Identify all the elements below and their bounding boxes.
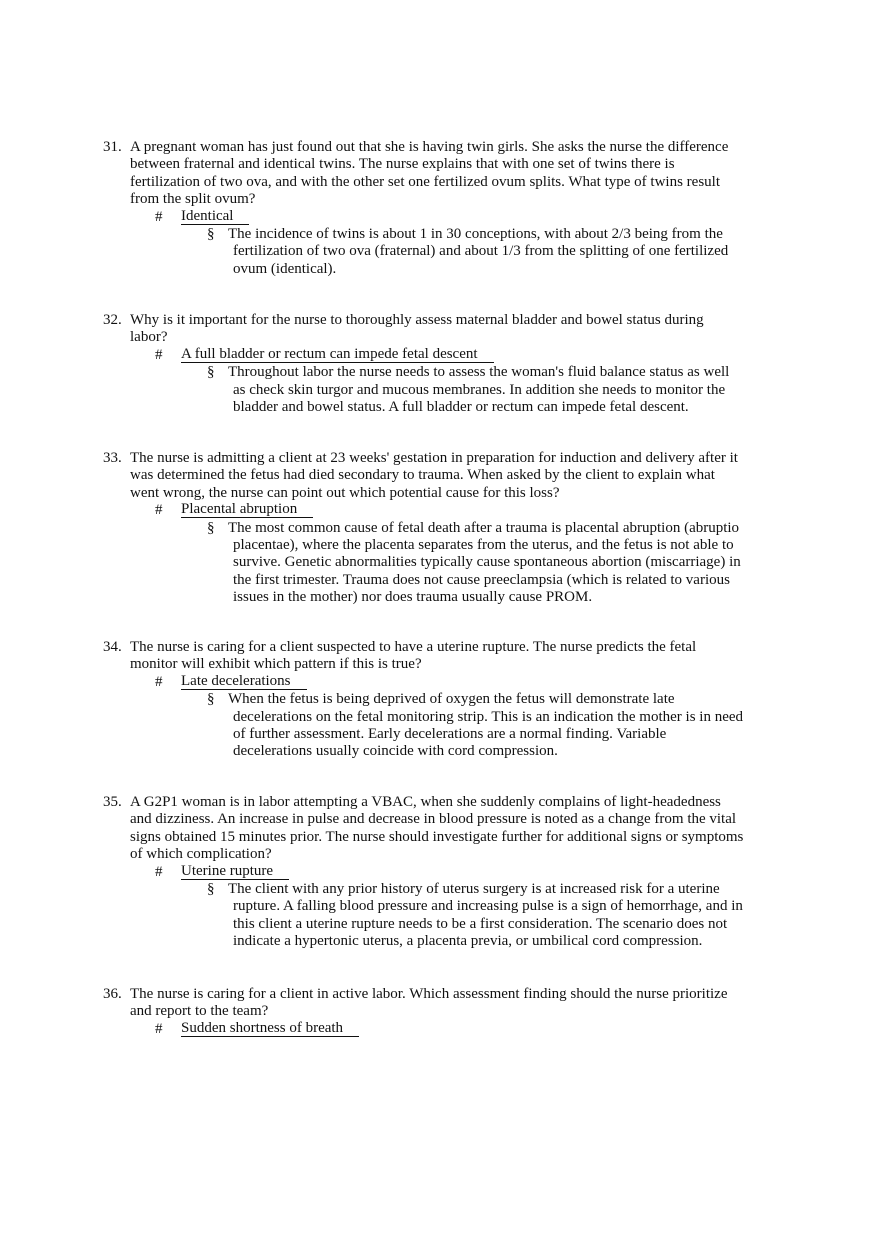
answer-text: Identical (181, 209, 249, 225)
explanation-line: ovum (identical). (233, 260, 337, 277)
answer-text: Late decelerations (181, 674, 307, 690)
answer-bullet: # (155, 863, 163, 880)
answer-bullet: # (155, 208, 163, 225)
explanation-line: The incidence of twins is about 1 in 30 conceptions, with about 2/3 being from the (228, 226, 723, 242)
section-sign-bullet: § (207, 691, 215, 708)
question-number: 31. (103, 139, 122, 155)
question-line: went wrong, the nurse can point out which potential cause for this loss? (130, 484, 560, 501)
explanation-line: The most common cause of fetal death after a trauma is placental abruption (abruptio (228, 519, 740, 536)
explanation-line: rupture. A falling blood pressure and increasing pulse is a sign of hemorrhage, and in (233, 898, 743, 915)
explanation-line: Throughout labor the nurse needs to assess the woman's fluid balance status as well (228, 364, 730, 381)
answer-text: Sudden shortness of breath (181, 1021, 359, 1037)
section-sign-bullet: § (207, 881, 215, 897)
explanation-line: the first trimester. Trauma does not cause preeclampsia (which is related to various (233, 571, 730, 588)
question-line: from the split ovum? (130, 191, 256, 208)
question-line: and report to the team? (130, 1003, 269, 1020)
question-line: The nurse is caring for a client suspected to have a uterine rupture. The nurse predicts the fetal (130, 639, 697, 655)
explanation-line: survive. Genetic abnormalities typically cause spontaneous abortion (miscarriage) in (233, 554, 741, 571)
explanation-line: decelerations on the fetal monitoring strip. This is an indication the mother is in need (233, 708, 744, 725)
explanation-line: The client with any prior history of uterus surgery is at increased risk for a uterine (228, 881, 720, 897)
explanation-line: When the fetus is being deprived of oxygen the fetus will demonstrate late (228, 691, 675, 708)
question-number: 36. (103, 986, 122, 1002)
question-number: 35. (103, 794, 122, 810)
answer-text: A full bladder or rectum can impede fetal descent (181, 347, 494, 363)
question-line: between fraternal and identical twins. The nurse explains that with one set of twins there is (130, 156, 675, 173)
answer-text: Uterine rupture (181, 864, 289, 880)
question-number: 32. (103, 312, 122, 328)
section-sign-bullet: § (207, 364, 215, 381)
section-sign-bullet: § (207, 226, 215, 242)
question-line: signs obtained 15 minutes prior. The nurse should investigate further for additional signs or symptoms (130, 828, 744, 845)
explanation-line: indicate a hypertonic uterus, a placenta previa, or umbilical cord compression. (233, 933, 703, 950)
answer-text: Placental abruption (181, 502, 313, 518)
explanation-line: issues in the mother) nor does trauma usually cause PROM. (233, 589, 593, 606)
explanation-line: of further assessment. Early decelerations are a normal finding. Variable (233, 725, 667, 742)
question-line: A G2P1 woman is in labor attempting a VBAC, when she suddenly complains of light-headedness (130, 794, 721, 810)
question-line: was determined the fetus had died secondary to trauma. When asked by the client to explain what (130, 467, 715, 484)
question-line: fertilization of two ova, and with the other set one fertilized ovum splits. What type of twins result (130, 173, 721, 190)
question-line: of which complication? (130, 846, 272, 863)
question-line: and dizziness. An increase in pulse and decrease in blood pressure is noted as a change from the vital (130, 811, 737, 828)
question-line: The nurse is admitting a client at 23 weeks' gestation in preparation for induction and delivery after it (130, 450, 738, 466)
explanation-line: bladder and bowel status. A full bladder or rectum can impede fetal descent. (233, 398, 689, 415)
question-number: 34. (103, 639, 122, 655)
explanation-line: as check skin turgor and mucous membranes. In addition she needs to monitor the (233, 381, 726, 398)
section-sign-bullet: § (207, 519, 215, 536)
question-number: 33. (103, 450, 122, 466)
question-line: monitor will exhibit which pattern if this is true? (130, 656, 422, 673)
question-line: Why is it important for the nurse to thoroughly assess maternal bladder and bowel status during (130, 312, 704, 328)
question-line: A pregnant woman has just found out that she is having twin girls. She asks the nurse the difference (130, 139, 729, 155)
question-line: labor? (130, 329, 168, 346)
question-line: The nurse is caring for a client in active labor. Which assessment finding should the nurse prioritize (130, 986, 728, 1002)
explanation-line: this client a uterine rupture needs to be a first consideration. The scenario does not (233, 915, 728, 932)
explanation-line: fertilization of two ova (fraternal) and about 1/3 from the splitting of one fertilized (233, 243, 729, 260)
explanation-line: decelerations usually coincide with cord compression. (233, 743, 558, 760)
answer-bullet: # (155, 1020, 163, 1037)
explanation-line: placentae), where the placenta separates from the uterus, and the fetus is not able to (233, 536, 734, 553)
answer-bullet: # (155, 673, 163, 690)
answer-bullet: # (155, 346, 163, 363)
answer-bullet: # (155, 502, 163, 519)
